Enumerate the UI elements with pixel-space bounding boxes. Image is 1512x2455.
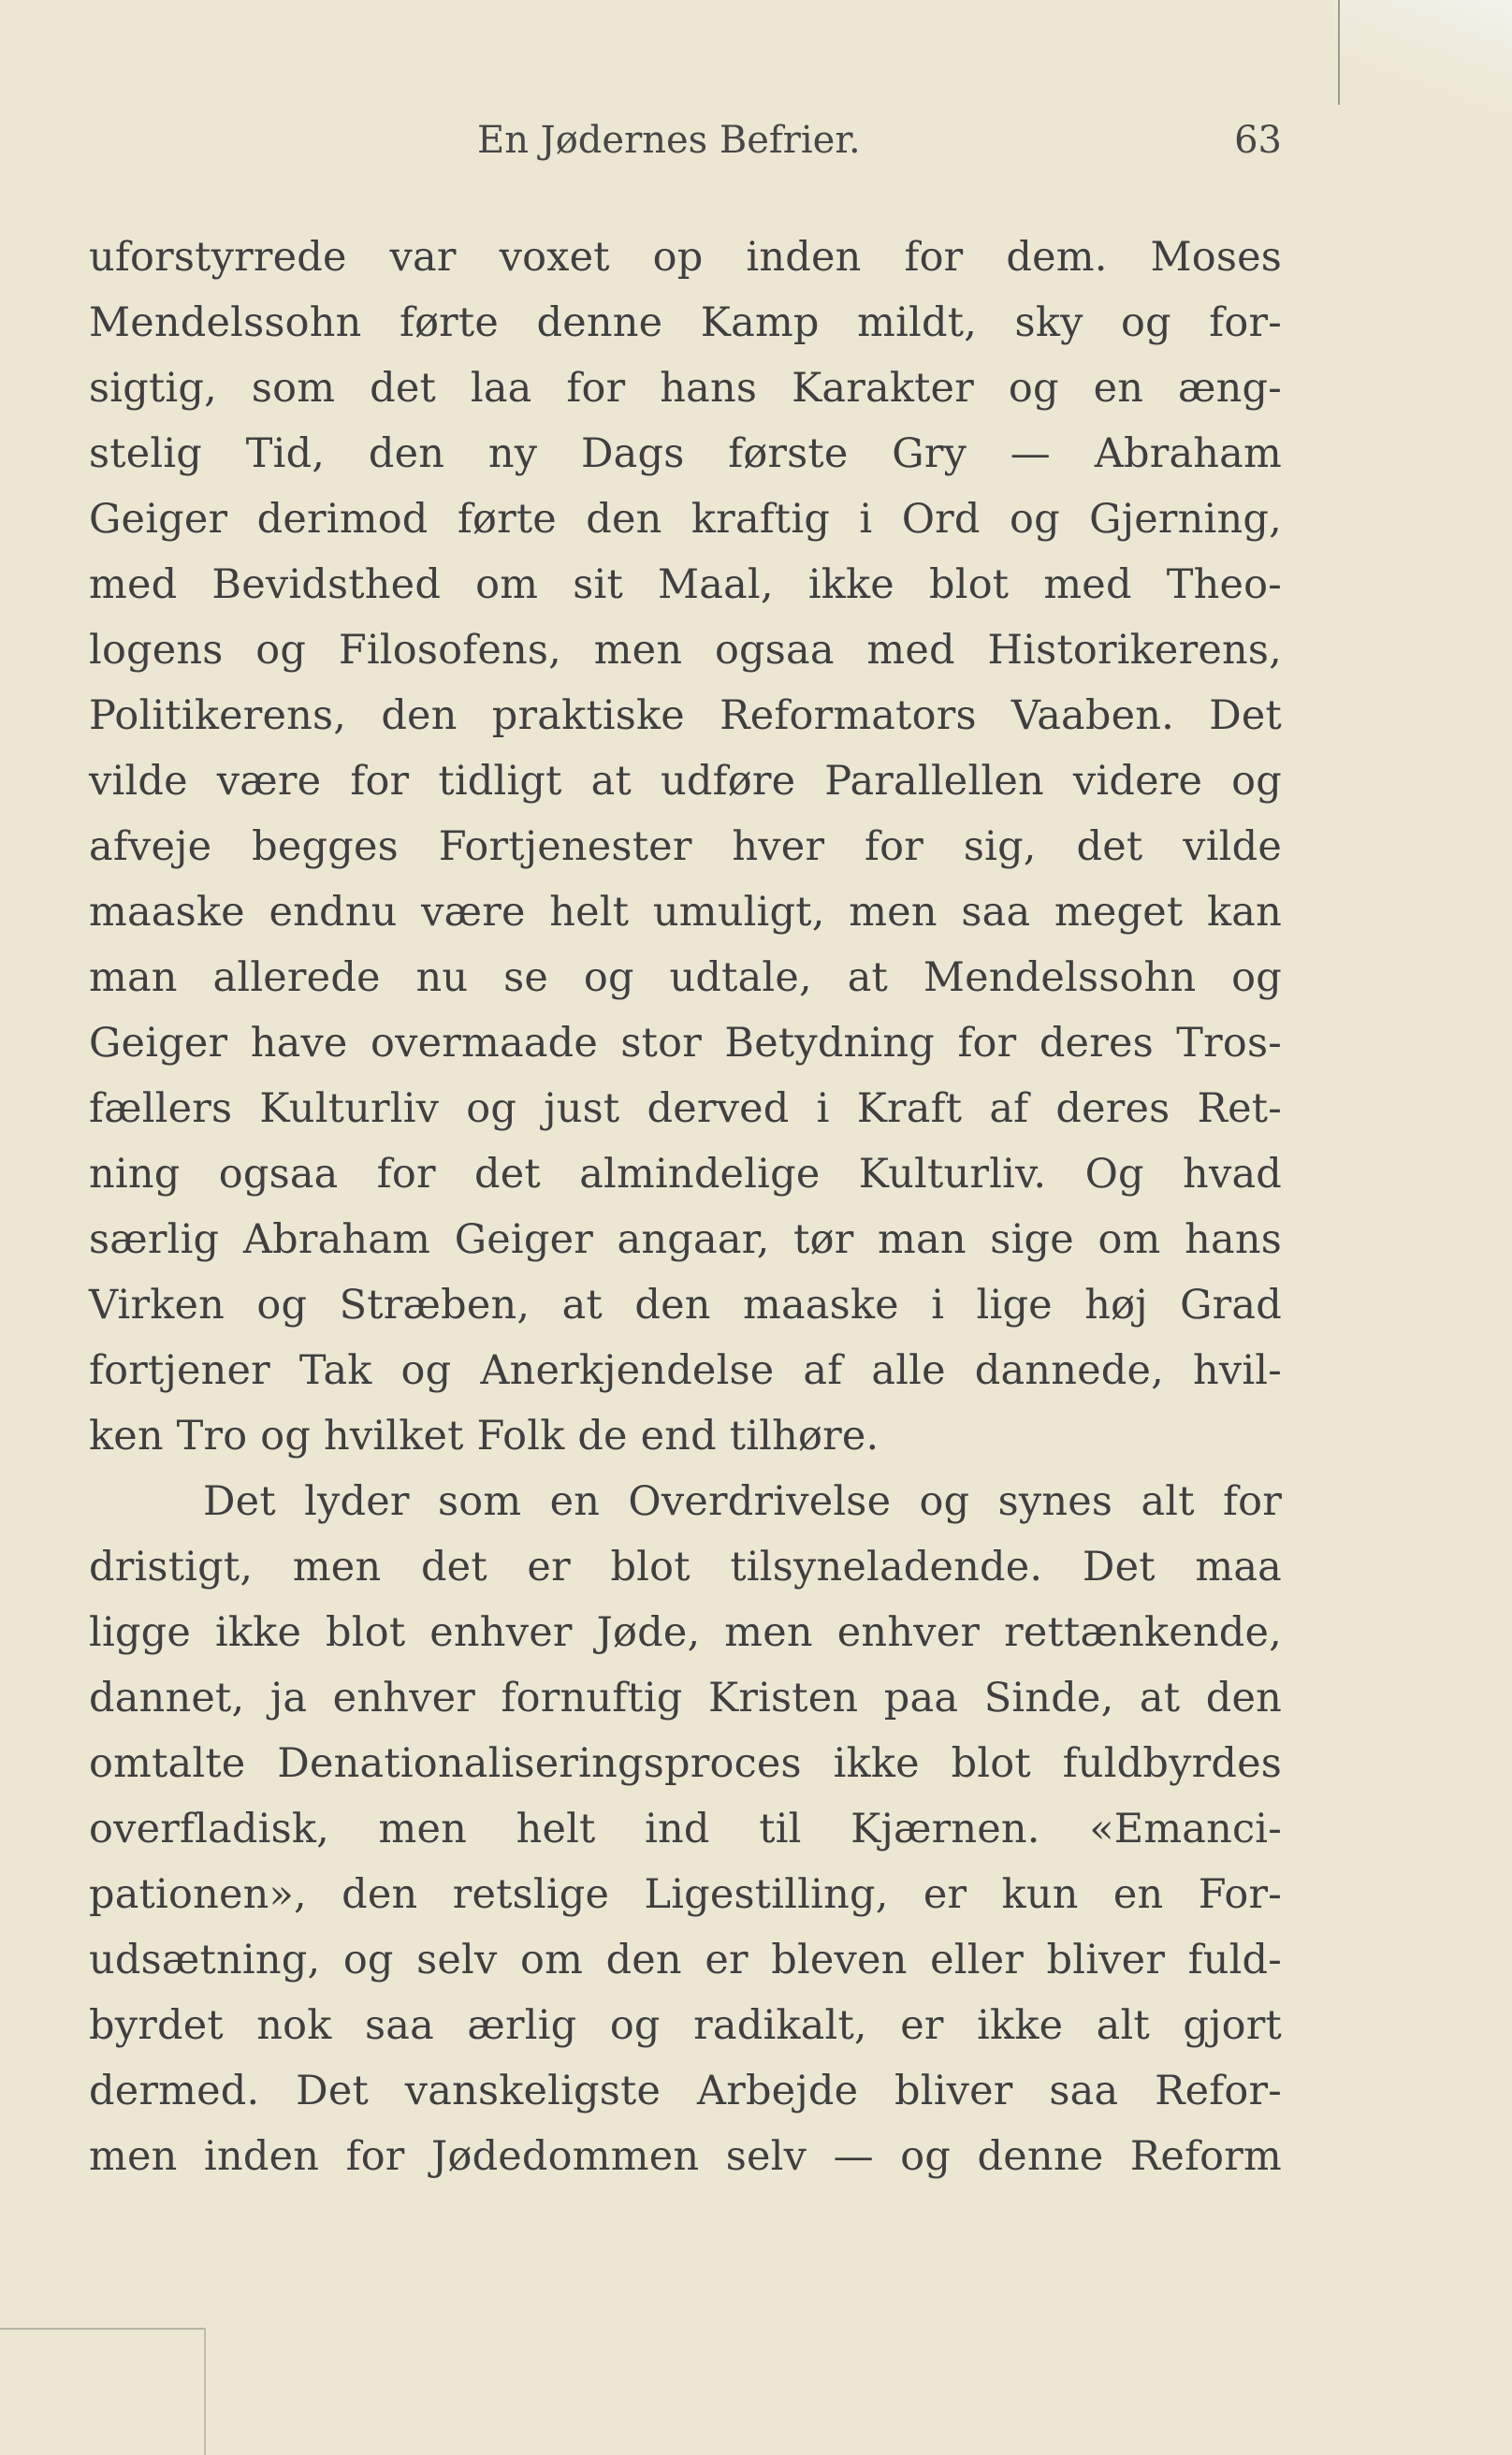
text-line: logens og Filosofens, men ogsaa med Historikerens, xyxy=(89,627,1282,674)
text-line: overfladisk, men helt ind til Kjærnen. «Emanci- xyxy=(89,1806,1282,1852)
page-edge-mark-top-right xyxy=(1338,0,1340,105)
text-line: omtalte Denationaliseringsproces ikke blot fuldbyrdes xyxy=(89,1740,1282,1787)
page-header xyxy=(84,112,1282,168)
text-line: ning ogsaa for det almindelige Kulturliv. Og hvad xyxy=(89,1151,1282,1198)
text-line: dannet, ja enhver fornuftig Kristen paa Sinde, at den xyxy=(89,1675,1282,1721)
text-line: fællers Kulturliv og just derved i Kraft af deres Ret- xyxy=(89,1085,1282,1132)
text-line: vilde være for tidligt at udføre Parallellen videre og xyxy=(89,758,1282,805)
text-line: dristigt, men det er blot tilsyneladende. Det maa xyxy=(89,1544,1282,1591)
text-line: Virken og Stræben, at den maaske i lige høj Grad xyxy=(89,1282,1282,1329)
text-line: uforstyrrede var voxet op inden for dem. Moses xyxy=(89,234,1282,281)
text-line: særlig Abraham Geiger angaar, tør man sige om hans xyxy=(89,1216,1282,1263)
text-line: man allerede nu se og udtale, at Mendelssohn og xyxy=(89,954,1282,1001)
page-edge-mark-bottom-left-vertical xyxy=(204,2328,206,2455)
text-line: fortjener Tak og Anerkjendelse af alle dannede, hvil- xyxy=(89,1347,1282,1394)
text-line: dermed. Det vanskeligste Arbejde bliver saa Refor- xyxy=(89,2068,1282,2114)
body-text xyxy=(89,225,1282,2189)
page-number: 63 xyxy=(1234,119,1282,162)
text-line: pationen», den retslige Ligestilling, er kun en For- xyxy=(89,1871,1282,1918)
text-line: maaske endnu være helt umuligt, men saa meget kan xyxy=(89,889,1282,936)
text-line: Mendelssohn førte denne Kamp mildt, sky og for- xyxy=(89,299,1282,346)
text-line: stelig Tid, den ny Dags første Gry — Abraham xyxy=(89,430,1282,477)
running-title: En Jødernes Befrier. xyxy=(477,119,861,162)
text-line: Geiger have overmaade stor Betydning for deres Tros- xyxy=(89,1020,1282,1067)
text-line: ligge ikke blot enhver Jøde, men enhver rettænkende, xyxy=(89,1609,1282,1656)
text-line: Geiger derimod førte den kraftig i Ord og Gjerning, xyxy=(89,496,1282,543)
page-edge-mark-bottom-left xyxy=(0,2328,206,2330)
text-line: udsætning, og selv om den er bleven eller bliver fuld- xyxy=(89,1937,1282,1983)
page-corner-fold xyxy=(1334,0,1512,112)
text-line-paragraph-end: ken Tro og hvilket Folk de end tilhøre. xyxy=(89,1413,880,1460)
text-line: men inden for Jødedommen selv — og denne Reform xyxy=(89,2133,1282,2180)
text-line-paragraph-start: Det lyder som en Overdrivelse og synes alt for xyxy=(203,1478,1282,1525)
text-line: sigtig, som det laa for hans Karakter og en æng- xyxy=(89,365,1282,412)
text-line: med Bevidsthed om sit Maal, ikke blot med Theo- xyxy=(89,561,1282,608)
text-line: afveje begges Fortjenester hver for sig, det vilde xyxy=(89,823,1282,870)
text-line: Politikerens, den praktiske Reformators Vaaben. Det xyxy=(89,692,1282,739)
text-line: byrdet nok saa ærlig og radikalt, er ikke alt gjort xyxy=(89,2002,1282,2049)
